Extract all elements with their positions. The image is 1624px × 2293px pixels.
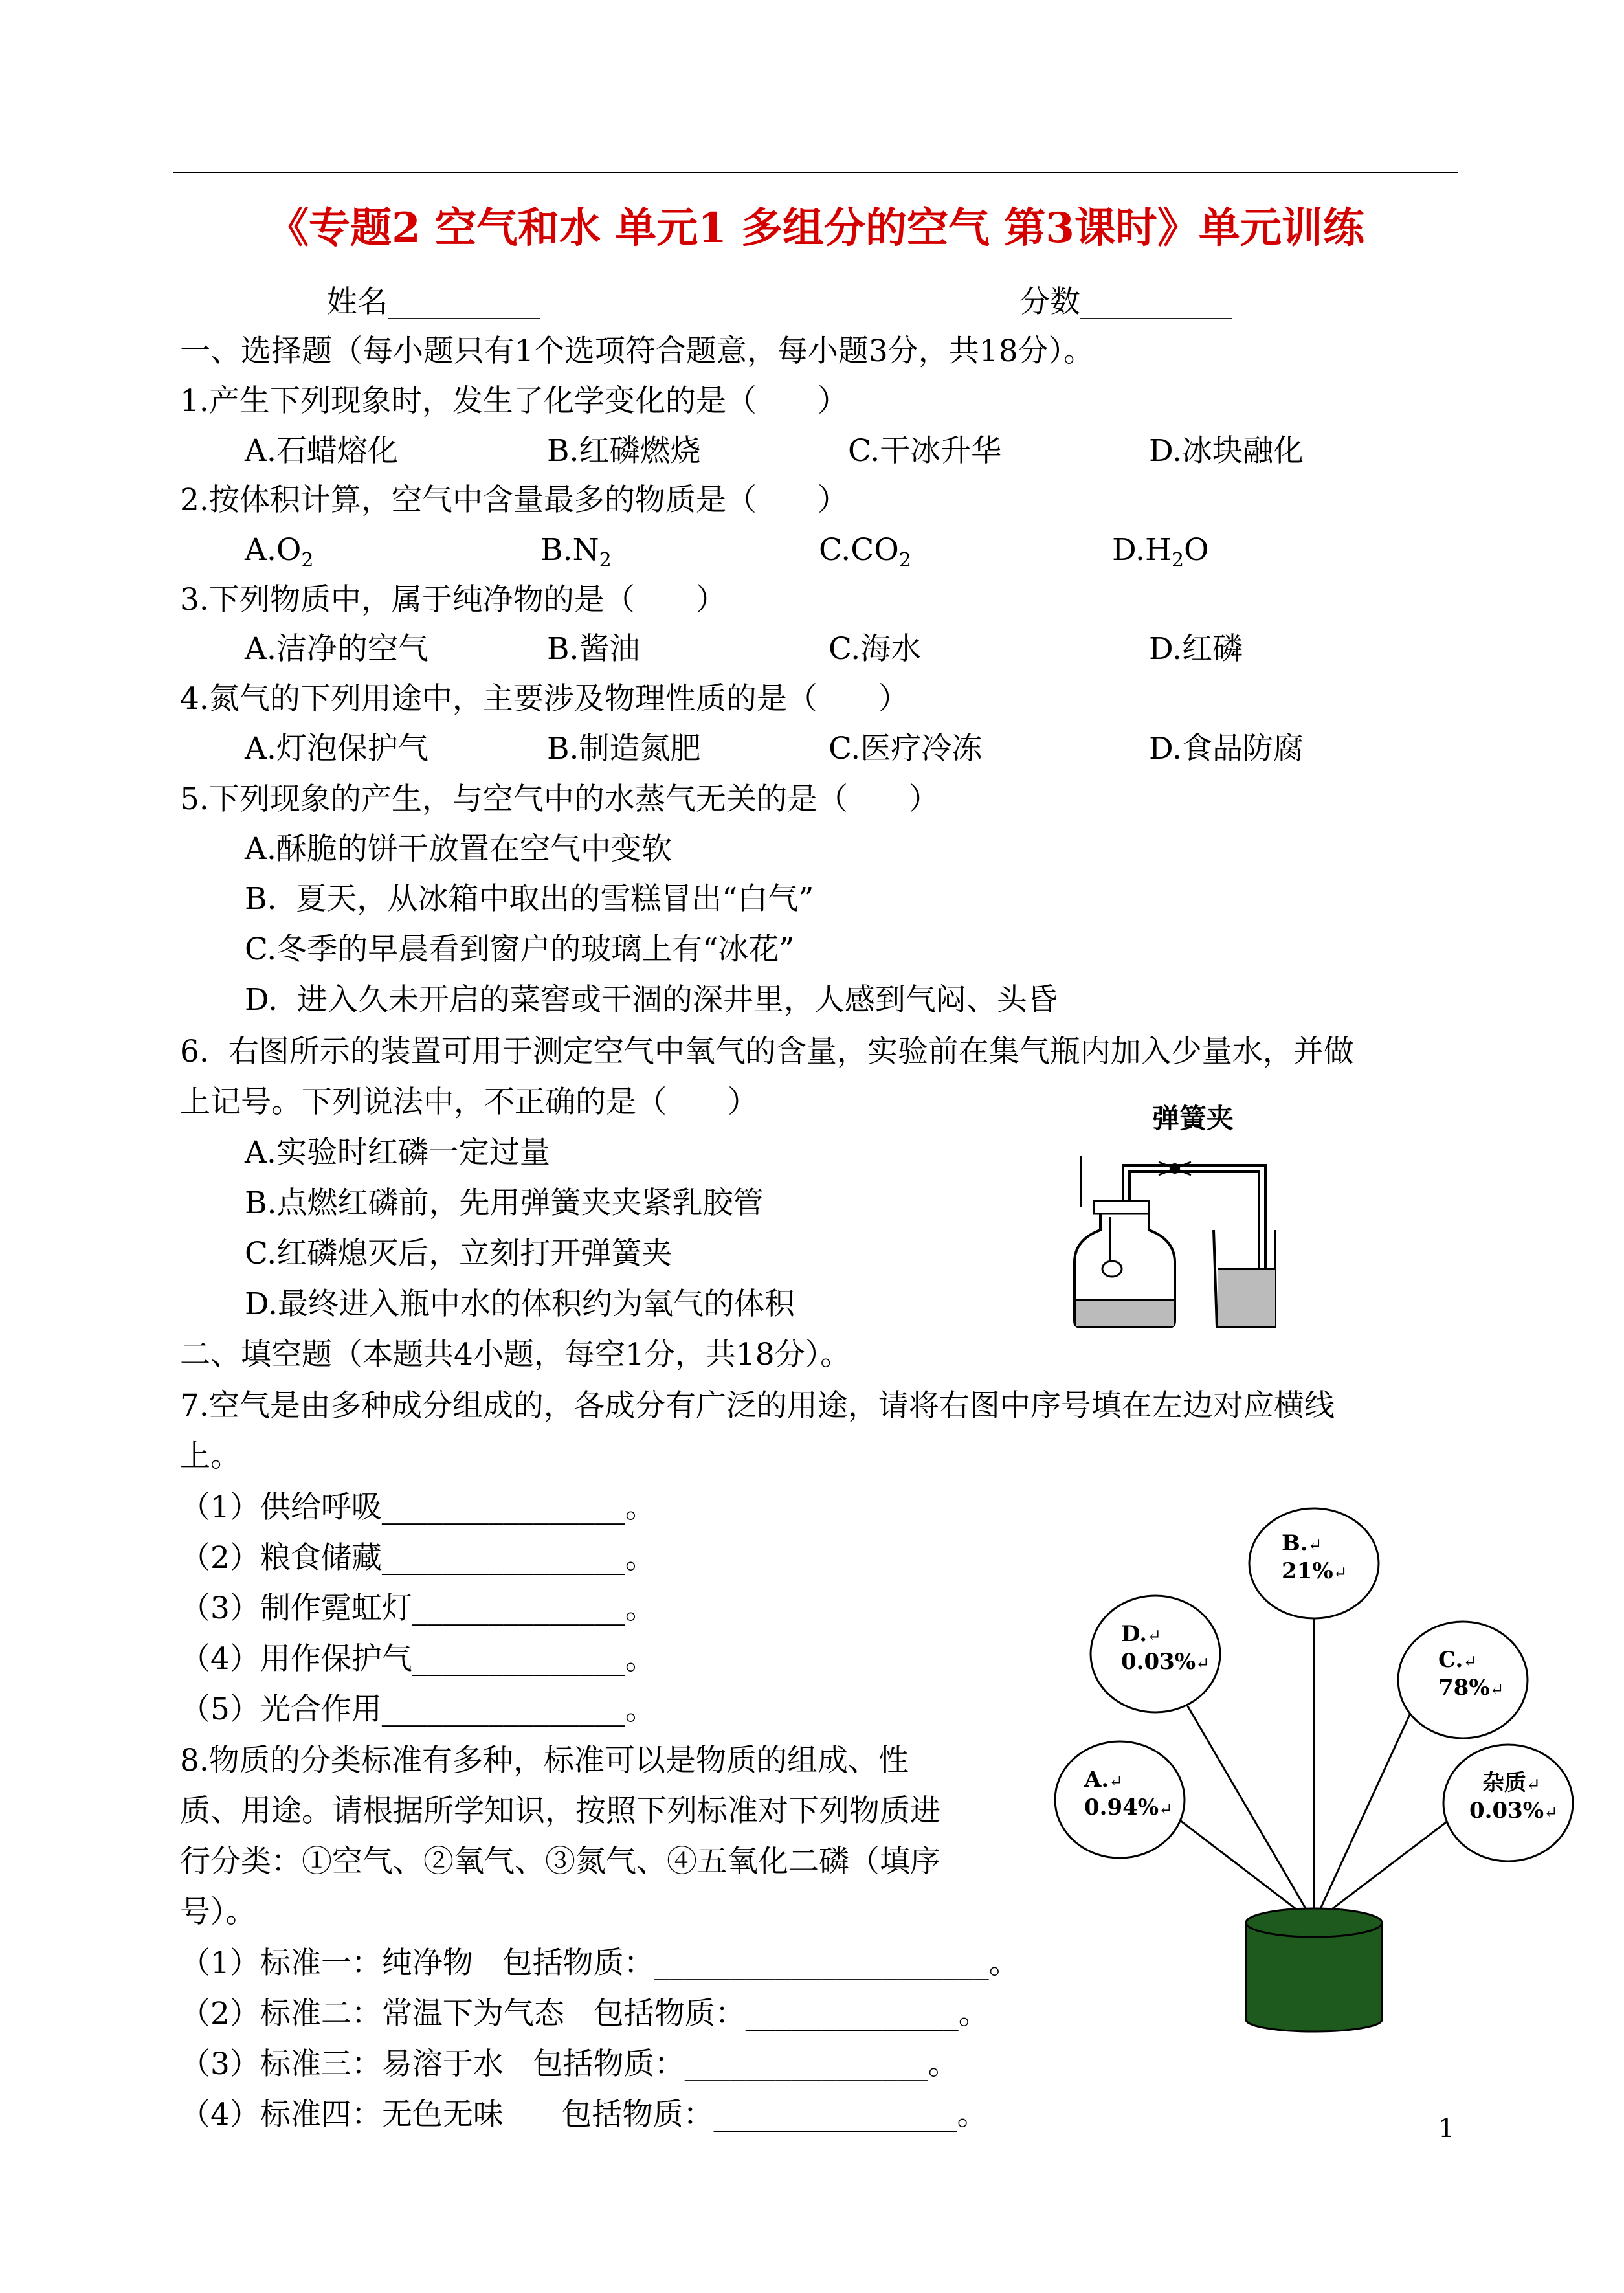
q1-option-b: B.红磷燃烧 — [547, 433, 701, 469]
svg-text:A.↵: A.↵ — [1084, 1767, 1124, 1793]
q7-stem-line2: 上。 — [180, 1438, 241, 1474]
q4-option-b: B.制造氮肥 — [547, 731, 701, 766]
q4-option-c: C.医疗冷冻 — [829, 731, 983, 766]
q5-option-a: A.酥脆的饼干放置在空气中变软 — [245, 831, 672, 867]
q6-stem-line1: 6. 右图所示的装置可用于测定空气中氧气的含量，实验前在集气瓶内加入少量水，并做 — [180, 1034, 1354, 1069]
q8-item-2: （2）标准二：常温下为气态 包括物质：______________。 — [180, 1996, 989, 2031]
q8-item-3: （3）标准三：易溶于水 包括物质：________________。 — [180, 2046, 959, 2082]
q1-option-d: D.冰块融化 — [1149, 433, 1304, 469]
q3-option-a: A.洁净的空气 — [245, 631, 428, 667]
q3-stem: 3.下列物质中，属于纯净物的是（ ） — [180, 582, 726, 618]
q4-option-d: D.食品防腐 — [1149, 731, 1304, 766]
q1-option-a: A.石蜡熔化 — [245, 433, 398, 469]
svg-text:杂质↵: 杂质↵ — [1482, 1770, 1541, 1796]
q7-item-5: （5）光合作用________________。 — [180, 1692, 656, 1727]
q1-option-c: C.干冰升华 — [848, 433, 1002, 469]
section1-heading: 一、选择题（每小题只有1个选项符合题意，每小题3分，共18分）。 — [180, 333, 1095, 369]
q6-option-c: C.红磷熄灭后，立刻打开弹簧夹 — [245, 1236, 673, 1271]
page-title: 《专题2 空气和水 单元1 多组分的空气 第3课时》单元训练 — [267, 204, 1364, 252]
q3-option-d: D.红磷 — [1149, 631, 1243, 667]
svg-text:0.94%↵: 0.94%↵ — [1084, 1795, 1173, 1820]
q4-option-a: A.灯泡保护气 — [245, 731, 428, 766]
q6-option-b: B.点燃红磷前，先用弹簧夹夹紧乳胶管 — [245, 1185, 764, 1221]
q5-option-c: C.冬季的早晨看到窗户的玻璃上有“冰花” — [245, 932, 795, 967]
air-composition-figure — [1049, 1495, 1592, 2039]
name-field: 姓名__________ — [327, 284, 540, 320]
page-number: 1 — [1438, 2114, 1455, 2143]
q8-stem-line4: 号）。 — [180, 1894, 256, 1930]
q1-stem: 1.产生下列现象时，发生了化学变化的是（ ） — [180, 383, 848, 419]
q6-option-d: D.最终进入瓶中水的体积约为氧气的体积 — [245, 1286, 795, 1322]
svg-text:C.↵: C.↵ — [1438, 1647, 1478, 1673]
q2-stem: 2.按体积计算，空气中含量最多的物质是（ ） — [180, 482, 848, 518]
score-field: 分数__________ — [1019, 284, 1232, 320]
q7-stem-line1: 7.空气是由多种成分组成的，各成分有广泛的用途，请将右图中序号填在左边对应横线 — [180, 1388, 1335, 1424]
q7-item-3: （3）制作霓虹灯______________。 — [180, 1591, 656, 1626]
q5-option-d: D. 进入久未开启的菜窖或干涸的深井里，人感到气闷、头昏 — [245, 982, 1058, 1018]
spring-clip-label: 弹簧夹 — [1152, 1102, 1234, 1134]
q8-stem-line3: 行分类：①空气、②氧气、③氮气、④五氧化二磷（填序 — [180, 1844, 940, 1879]
svg-text:D.↵: D.↵ — [1121, 1621, 1161, 1647]
svg-text:0.03%↵: 0.03%↵ — [1469, 1798, 1558, 1824]
q7-item-1: （1）供给呼吸________________。 — [180, 1490, 656, 1525]
q2-option-d: $D.H_2O$ — [1112, 532, 1209, 572]
q2-option-c: $C.CO_2$ — [819, 532, 911, 572]
q8-stem-line2: 质、用途。请根据所学知识，按照下列标准对下列物质进 — [180, 1793, 940, 1829]
svg-text:0.03%↵: 0.03%↵ — [1121, 1649, 1210, 1675]
q2-option-b: $B.N_2$ — [540, 532, 612, 572]
oxygen-apparatus-figure — [1062, 1094, 1282, 1340]
q7-item-4: （4）用作保护气______________。 — [180, 1641, 656, 1677]
q3-option-b: B.酱油 — [547, 631, 640, 667]
q8-item-1: （1）标准一：纯净物 包括物质：______________________。 — [180, 1945, 1019, 1981]
q5-stem: 5.下列现象的产生，与空气中的水蒸气无关的是（ ） — [180, 781, 939, 817]
q6-option-a: A.实验时红磷一定过量 — [245, 1135, 550, 1170]
q2-option-a: $A.O_2$ — [245, 532, 314, 572]
q3-option-c: C.海水 — [829, 631, 922, 667]
svg-text:21%↵: 21%↵ — [1282, 1558, 1348, 1584]
top-rule — [173, 172, 1458, 173]
q7-item-2: （2）粮食储藏________________。 — [180, 1540, 656, 1576]
q8-item-4: （4）标准四：无色无味 包括物质：________________。 — [180, 2097, 988, 2132]
svg-text:B.↵: B.↵ — [1282, 1530, 1322, 1556]
q8-stem-line1: 8.物质的分类标准有多种，标准可以是物质的组成、性 — [180, 1743, 909, 1778]
q5-option-b: B. 夏天，从冰箱中取出的雪糕冒出“白气” — [245, 881, 814, 917]
svg-text:78%↵: 78%↵ — [1438, 1675, 1504, 1701]
section2-heading: 二、填空题（本题共4小题，每空1分，共18分）。 — [180, 1337, 851, 1372]
q4-stem: 4.氮气的下列用途中，主要涉及物理性质的是（ ） — [180, 681, 909, 717]
green-cylinder — [1246, 1908, 1382, 2031]
q6-stem-line2: 上记号。下列说法中，不正确的是（ ） — [180, 1084, 758, 1120]
